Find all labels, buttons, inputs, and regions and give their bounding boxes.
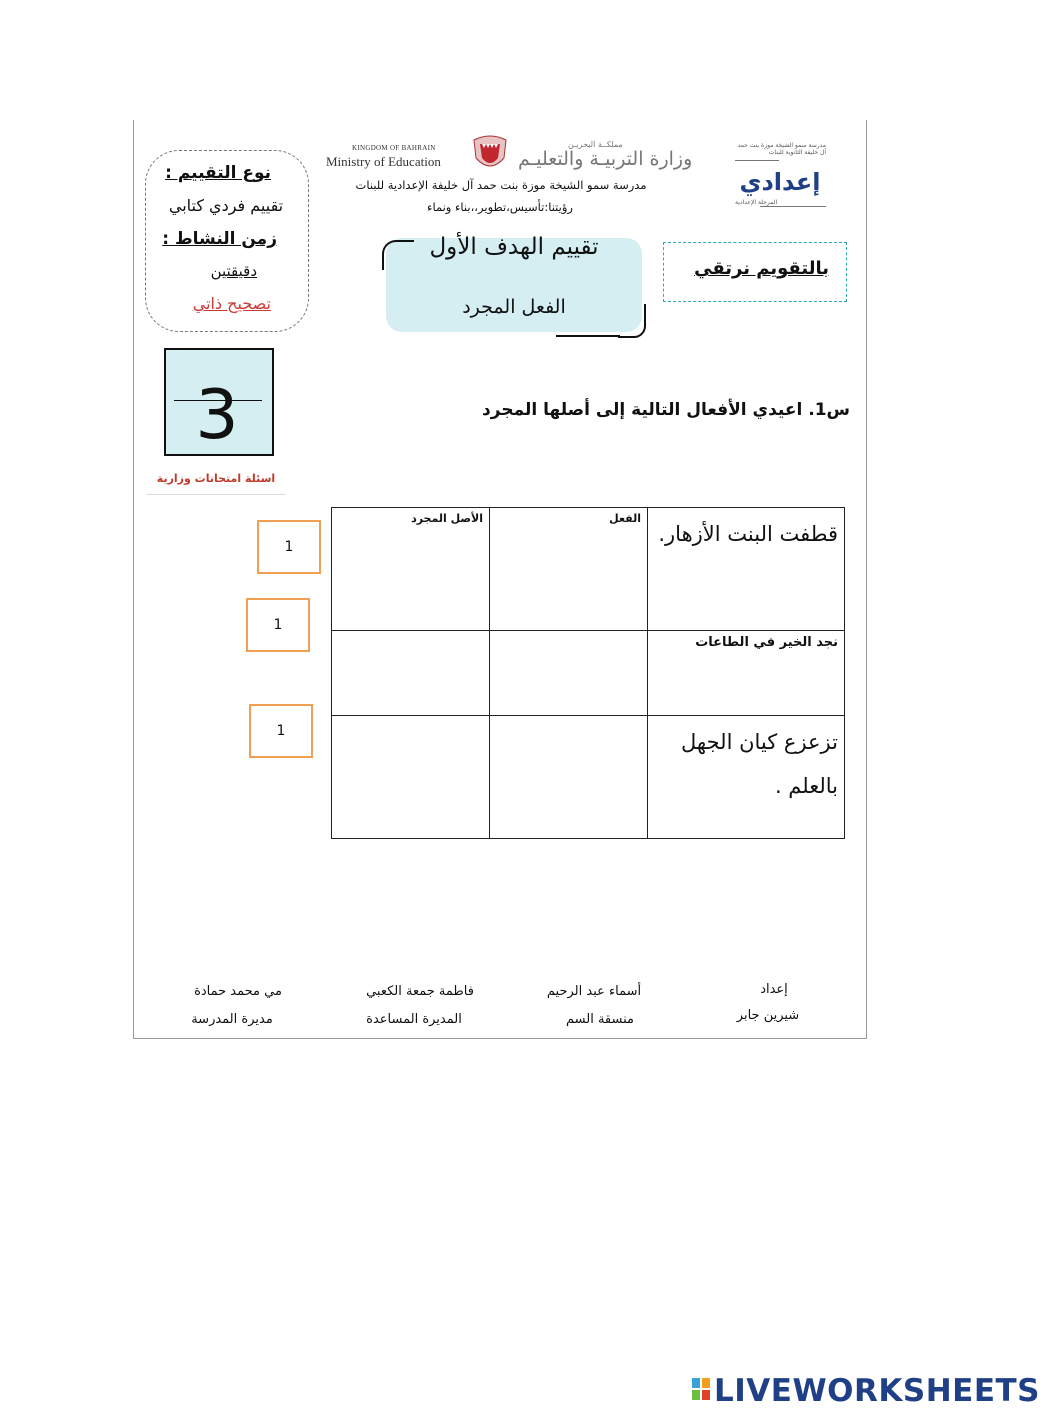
ministry-ar-top: مملكــة البحريـن [568, 140, 623, 149]
signature-role: شيرين جابر [736, 1008, 800, 1023]
eval-type-value: تقييم فردي كتابي [168, 196, 284, 215]
title-underline [556, 335, 620, 337]
page-title: تقييم الهدف الأول [429, 234, 599, 260]
idadi-school-text: مدرسة سمو الشيخة موزة بنت حمد آل خليفة الثانوية للبنات [737, 142, 826, 156]
mark-box: 1 [249, 704, 313, 758]
sentence-cell: نجد الخير في الطاعات [648, 631, 845, 716]
verb-cell[interactable] [490, 631, 648, 716]
idadi-divider [735, 160, 779, 161]
signature-role: مديرة المدرسة [191, 1012, 273, 1027]
idadi-rule [760, 206, 826, 207]
ministry-ar-label: وزارة التربيـة والتعليـم [518, 148, 693, 170]
root-cell[interactable] [332, 508, 490, 631]
score-note-line [146, 494, 286, 495]
verb-cell[interactable] [490, 716, 648, 839]
table-row [332, 631, 845, 716]
liveworksheets-brand[interactable]: LIVEWORKSHEETS [714, 1373, 1040, 1409]
signature-role: المديرة المساعدة [366, 1012, 462, 1027]
activity-time-label: زمن النشاط : [162, 229, 277, 249]
ministry-en-label: Ministry of Education [326, 154, 441, 169]
kingdom-label: KINGDOM OF BAHRAIN [352, 144, 436, 152]
score-note: اسئلة امتحانات وزارية [156, 472, 276, 485]
idadi-logo: إعدادي [739, 168, 821, 196]
liveworksheets-logo-icon [692, 1378, 710, 1400]
score-fraction-line [174, 400, 262, 401]
school-vision: رؤيتنا:تأسيس،تطوير،،بناء ونماء [427, 200, 573, 214]
bahrain-emblem-icon [470, 134, 510, 176]
signature-name: مي محمد حمادة [194, 984, 282, 999]
activity-time-value: دقيقتين [210, 262, 257, 280]
root-cell[interactable] [332, 716, 490, 839]
root-header: الأصل المجرد [411, 512, 483, 525]
eval-type-label: نوع التقييم : [165, 163, 271, 183]
evaluation-text: بالتقويم نرتقي [694, 258, 829, 279]
sentence-cell: تزعزع كيان الجهل بالعلم . [648, 716, 845, 839]
mark-box: 1 [257, 520, 321, 574]
signature-name: أسماء عبد الرحيم [546, 984, 642, 999]
verb-cell[interactable] [490, 508, 648, 631]
score-value: 3 [195, 376, 239, 455]
page-subtitle: الفعل المجرد [462, 296, 566, 318]
sentence-cell: قطفت البنت الأزهار. [648, 508, 845, 631]
signature-name: فاطمة جمعة الكعبي [366, 984, 474, 999]
correction-type: تصحيح ذاتي [192, 294, 271, 313]
verb-header: الفعل [609, 512, 641, 525]
idadi-subtitle: المرحلة الإعدادية [735, 199, 778, 206]
signature-name: إعداد [760, 982, 788, 997]
root-cell[interactable] [332, 631, 490, 716]
school-name: مدرسة سمو الشيخة موزة بنت حمد آل خليفة الإعدادية للبنات [355, 178, 647, 192]
question-text: س1. اعيدي الأفعال التالية إلى أصلها المجرد [482, 400, 850, 420]
table-row [332, 508, 845, 631]
mark-box: 1 [246, 598, 310, 652]
signature-role: منسقة السم [566, 1012, 634, 1027]
table-row [332, 716, 845, 839]
exercise-table [331, 507, 845, 839]
